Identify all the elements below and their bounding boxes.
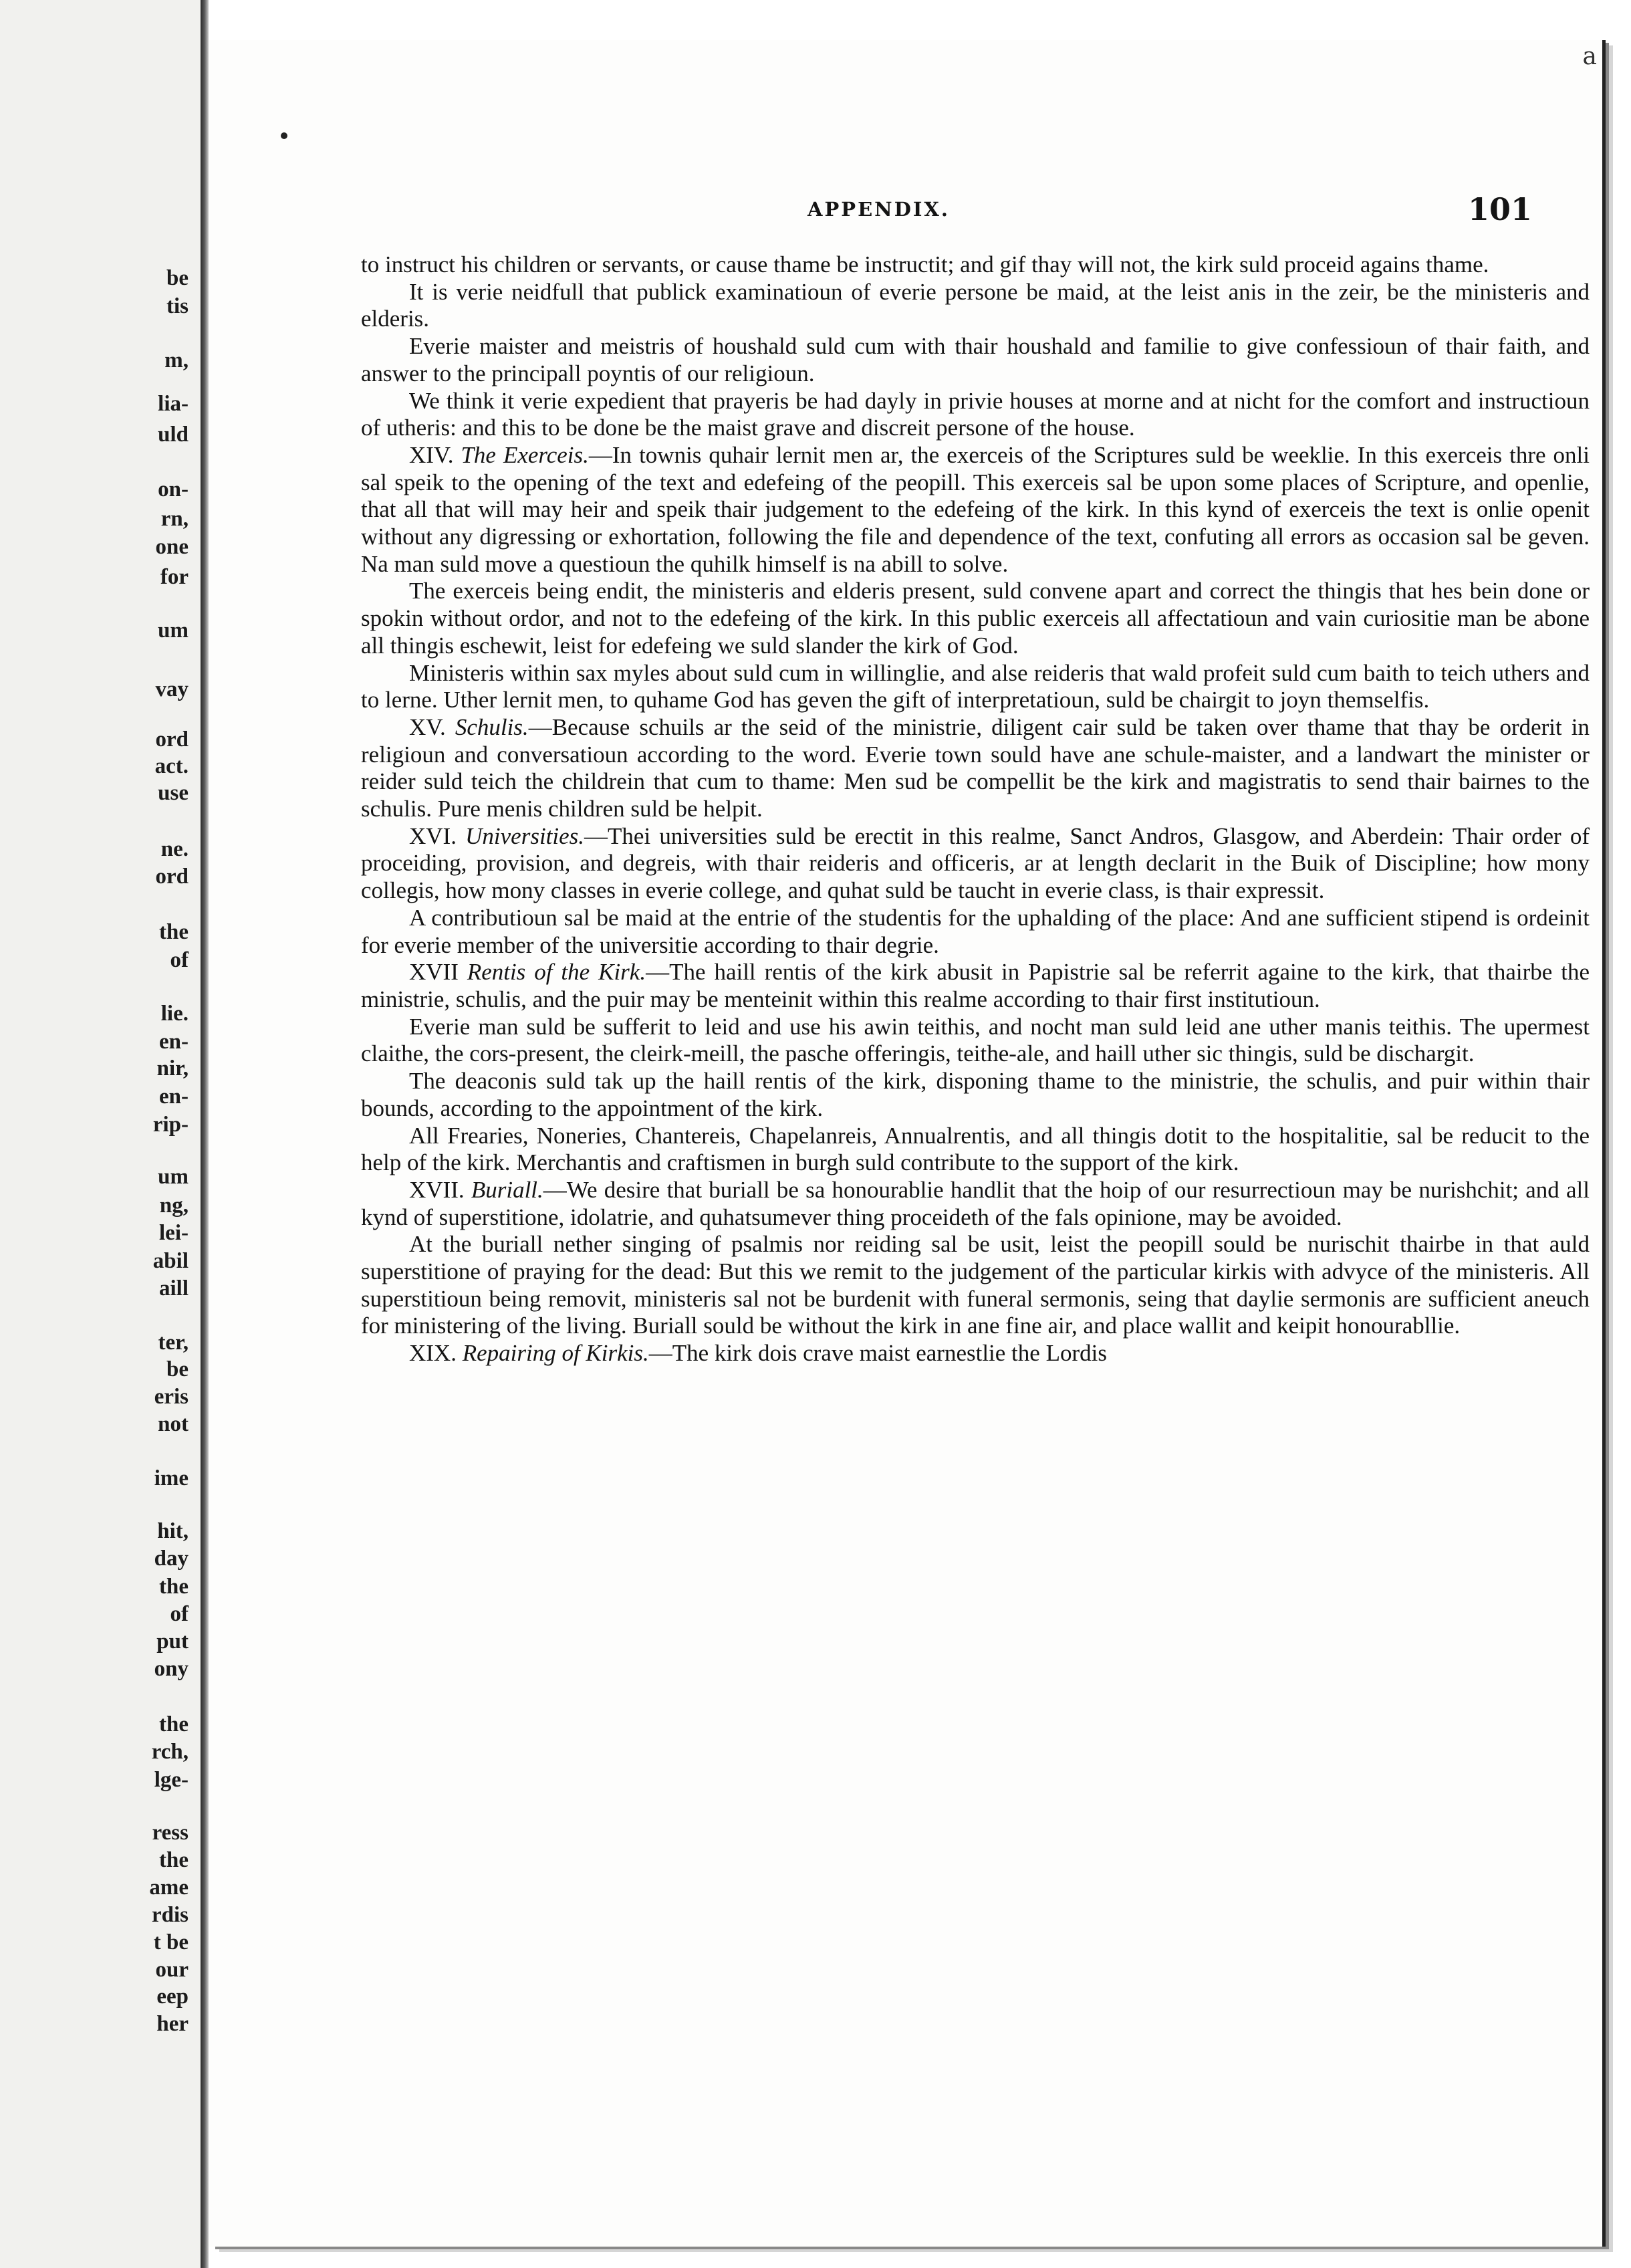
paragraph: [361, 279, 1590, 333]
left-fragment: for: [160, 565, 189, 589]
left-fragment: en-: [159, 1030, 189, 1054]
paragraph: [361, 251, 1590, 279]
section-title: The Exerceis.: [461, 441, 589, 468]
page-number: 101: [1467, 191, 1532, 227]
paragraph: [361, 1340, 1590, 1367]
paragraph: [361, 1123, 1590, 1177]
left-fragment: ame: [149, 1876, 189, 1900]
paragraph-text: Everie maister and meistris of houshald suld cum with thair houshald and familie to give confessioun of thair faith, and answer to the principall poyntis of our religioun.: [361, 333, 1590, 386]
paragraph-text: All Frearies, Noneries, Chantereis, Chapelanreis, Annualrentis, and all thingis dotit to the hospitalitie, sal be reducit to the help of the kirk. Merchantis and craftismen in burgh suld contribute to the support of the kirk.: [361, 1122, 1590, 1176]
left-fragment: of: [170, 1602, 189, 1626]
left-fragment: t be: [153, 1930, 189, 1954]
left-fragment: ng,: [159, 1194, 189, 1218]
paragraph-text: At the buriall nether singing of psalmis nor reiding sal be usit, leist the peopill sould be nurischit thairbe in that auld superstitione of praying for the dead: But this we remit to the judgement of the particular kirkis with advyce of the ministeris. All superstitioun being removit, ministeris sal not be burdenit with funeral sermonis, seing that daylie sermonis are sufficient aneuch for ministering of the living. Buriall sould be without the kirk in ane fine air, and place wallit and keipit honourabllie.: [361, 1231, 1590, 1339]
left-fragment: aill: [158, 1276, 189, 1300]
left-fragment: ime: [154, 1466, 189, 1490]
left-fragment: put: [156, 1629, 189, 1654]
left-fragment: rn,: [160, 507, 189, 531]
left-fragment: uld: [158, 423, 189, 447]
left-fragment: rip-: [152, 1113, 189, 1137]
section-title: Repairing of Kirkis.: [462, 1340, 649, 1367]
paragraph-text: —We desire that buriall be sa honourablie handlit that the hoip of our resurrectioun may be nurishchit; and all kynd of superstitione, idolatrie, and quhatsumever thing proceideth of the fals opinione, may be avoided.: [361, 1176, 1590, 1230]
left-fragment: eep: [156, 1984, 189, 2009]
paragraph-text: A contributioun sal be maid at the entrie of the studentis for the uphalding of the place: And ane sufficient stipend is ordeinit for everie member of the universitie according to thair degrie.: [361, 904, 1590, 958]
section-number: XVII.: [409, 1176, 471, 1203]
paragraph: [361, 578, 1590, 659]
paragraph-text: —Thei universities suld be erectit in this realme, Sanct Andros, Glasgow, and Aberdein: Thair order of proceiding, provision, and degreis, with thair reideris and officeris, ar at length declarit in the Buik of Discipline; how mony collegis, how mony classes in everie college, and quhat suld be taucht in everie class, is thair expressit.: [361, 822, 1590, 904]
left-fragment: the: [159, 920, 189, 944]
section-number: XVI.: [409, 822, 466, 849]
corner-mark: a: [1582, 43, 1597, 70]
section-number: XIV.: [409, 441, 461, 468]
left-fragment: eris: [154, 1385, 189, 1409]
paragraph-text: to instruct his children or servants, or cause thame be instructit; and gif thay will not, the kirk suld proceid agains thame.: [361, 251, 1489, 277]
paragraph: [361, 1231, 1590, 1340]
left-fragment: en-: [159, 1085, 189, 1109]
left-fragment: ord: [155, 727, 189, 752]
left-fragment: the: [159, 1712, 189, 1736]
left-fragment: ony: [154, 1657, 189, 1681]
paragraph: [361, 1068, 1590, 1122]
left-fragment: hit,: [157, 1519, 189, 1543]
left-fragment: use: [158, 781, 189, 805]
left-fragment: one: [155, 535, 189, 559]
left-fragment: ne.: [160, 837, 189, 861]
paragraph-text: The exerceis being endit, the ministeris and elderis present, suld convene apart and correct the thingis that hes bein done or spokin without ordor, and not to the edefeing of the kirk. In this public exerceis all affectatioun and vain curiositie man be abone all thingis eschewit, leist for edefeing we suld slander the kirk of God.: [361, 578, 1590, 659]
left-fragment: the: [159, 1848, 189, 1872]
left-fragment: be: [166, 266, 189, 290]
paragraph-text: —The kirk dois crave maist earnestlie the Lordis: [648, 1340, 1107, 1367]
paragraph-text: —The haill rentis of the kirk abusit in Papistrie sal be referrit againe to the kirk, that thairbe the ministrie, schulis, and the puir may be menteinit within this realme according to thair first institutioun.: [361, 959, 1590, 1012]
left-page-edge: [0, 0, 201, 2268]
section-title: Universities.: [465, 822, 585, 849]
left-fragment: act.: [154, 754, 189, 778]
paragraph: [361, 823, 1590, 905]
paragraph: [361, 442, 1590, 578]
paragraph: [361, 333, 1590, 387]
left-fragment: nir,: [156, 1056, 189, 1081]
left-fragment: ord: [155, 865, 189, 889]
left-fragment: um: [158, 1165, 189, 1189]
left-fragment: on-: [158, 477, 189, 501]
paragraph: [361, 1014, 1590, 1068]
left-fragment: abil: [152, 1249, 189, 1273]
left-fragment: not: [158, 1412, 189, 1436]
left-fragment: lei-: [159, 1221, 189, 1245]
paragraph: [361, 660, 1590, 714]
paragraph: [361, 959, 1590, 1013]
section-number: XIX.: [409, 1340, 463, 1367]
left-fragment: vay: [155, 677, 189, 701]
paragraph-text: The deaconis suld tak up the haill rentis of the kirk, disponing thame to the ministrie, the schulis, and puir within thair bounds, according to the appointment of the kirk.: [361, 1068, 1590, 1121]
left-fragment: her: [156, 2012, 189, 2036]
paragraph: [361, 1177, 1590, 1231]
paragraph-text: Everie man suld be sufferit to leid and use his awin teithis, and nocht man suld leid ane uther manis teithis. The upermest claithe, the cors-present, the cleirk-meill, the pasche offeringis, teithe-ale, and haill uther sic thingis, suld be dischargit.: [361, 1013, 1590, 1067]
paragraph-text: —In townis quhair lernit men ar, the exerceis of the Scriptures suld be weeklie. In this exerceis thre onli sal speik to the opening of the text and edefeing of the peopill. This exerceis sal be upon some places of Scripture, and openlie, that all that will may heir and speik thair judgement to the edefeing of the kirk. In this kynd of exerceis the text is onlie openit without any digressing or exhortation, following the file and dependence of the text, confuting all errors as occasion sal be geven. Na man suld move a questioun the quhilk himself is na abill to solve.: [361, 441, 1590, 577]
paragraph: [361, 905, 1590, 959]
left-fragment: lie.: [160, 1002, 189, 1026]
left-fragment: our: [155, 1958, 189, 1982]
left-fragment: of: [170, 948, 189, 972]
left-fragment: um: [158, 618, 189, 643]
running-head: APPENDIX.: [807, 198, 951, 221]
left-fragment: rdis: [151, 1903, 189, 1927]
ink-speck: [281, 132, 287, 139]
section-number: XV.: [409, 713, 455, 740]
left-fragment: rch,: [151, 1740, 189, 1764]
left-fragment: tis: [166, 294, 189, 318]
left-fragment: be: [166, 1357, 189, 1381]
left-fragment: lia-: [158, 392, 189, 416]
left-fragment: lge-: [154, 1768, 189, 1792]
right-page: [209, 40, 1602, 2247]
paragraph-text: We think it verie expedient that prayeris be had dayly in privie houses at morne and at nicht for the comfort and instructioun of utheris: and this to be done be the maist grave and discreit persone of the house.: [361, 387, 1590, 441]
paragraph-text: —Because schuils ar the seid of the ministrie, diligent cair suld be taken over thame that thay be orderit in religioun and conversatioun according to the word. Everie town sould have ane schule-maister, and a landwart the minister or reider suld teich the childrein that cum to thame: Men sud be compellit be the kirk and magistratis to send thair bairnes to the schulis. Pure menis children suld be helpit.: [361, 713, 1590, 822]
left-fragment: m,: [164, 348, 189, 372]
section-title: Rentis of the Kirk.: [467, 959, 646, 986]
page-header: [209, 191, 1602, 229]
section-title: Buriall.: [471, 1176, 543, 1203]
left-fragment: day: [154, 1547, 189, 1571]
section-number: XVII: [409, 959, 467, 986]
paragraph-text: It is verie neidfull that publick examinatioun of everie persone be maid, at the leist anis in the zeir, be the ministeris and elderis.: [361, 278, 1590, 332]
left-fragment: ress: [152, 1821, 189, 1845]
paragraph-text: Ministeris within sax myles about suld cum in willinglie, and alse reideris that wald profeit suld cum baith to teich uthers and to lerne. Uther lernit men, to quhame God has geven the gift of interpretatioun, suld be chairgit to joyn themselfis.: [361, 659, 1590, 713]
left-fragment: ter,: [158, 1331, 189, 1355]
left-fragment: the: [159, 1575, 189, 1599]
book-gutter: [201, 0, 209, 2268]
paragraph: [361, 388, 1590, 442]
page-body-text: [361, 251, 1590, 1367]
section-title: Schulis.: [455, 713, 529, 740]
paragraph: [361, 714, 1590, 823]
